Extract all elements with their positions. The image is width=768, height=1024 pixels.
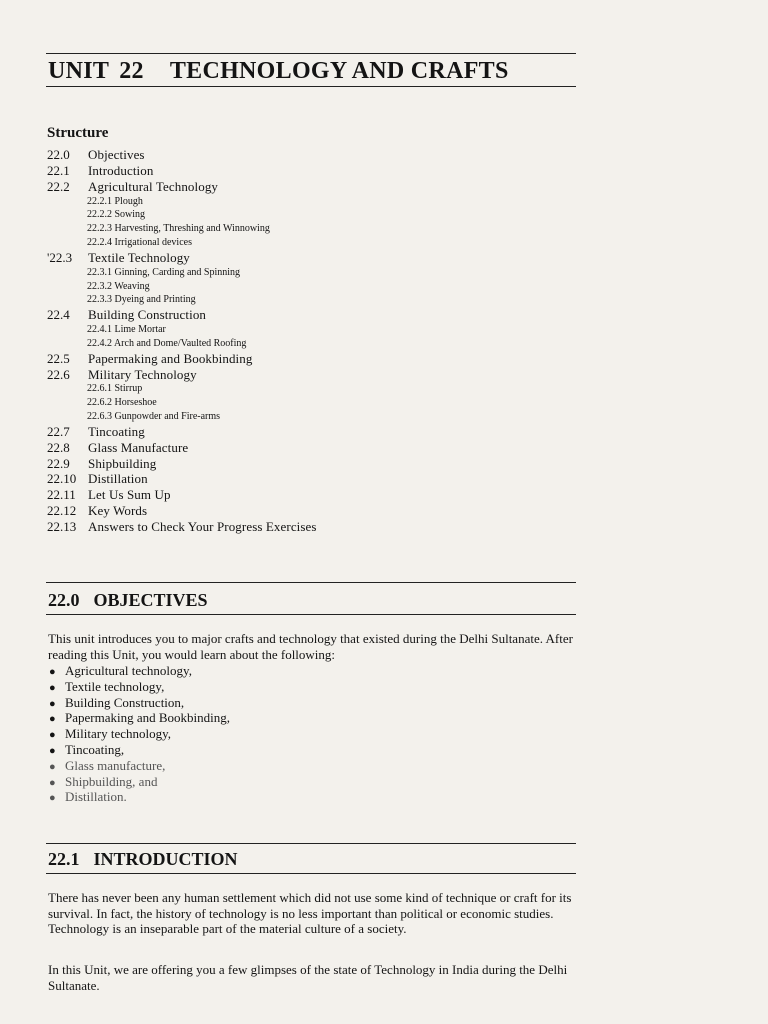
- objectives-bottom-rule: [46, 614, 576, 615]
- title-underline: [46, 86, 576, 87]
- toc-section-number: 22.2: [47, 178, 70, 194]
- objectives-top-rule: [46, 582, 576, 583]
- toc-section: [47, 250, 587, 266]
- introduction-paragraph-1: There has never been any human settlement which did not use some kind of technique or craft for its survival. In fact, the history of technology is no less important than political or economic studies. Technology is an inseparable part of the material culture of a society.: [48, 890, 572, 936]
- objectives-list-text: Agricultural technology,: [65, 663, 192, 678]
- toc-subsection: 22.2.4 Irrigational devices: [87, 237, 192, 249]
- toc-section-title: Distillation: [88, 471, 148, 487]
- toc-section-number: 22.1: [47, 162, 70, 178]
- toc-section-title: Glass Manufacture: [88, 439, 189, 455]
- objectives-list-text: Papermaking and Bookbinding,: [65, 710, 231, 726]
- objectives-list-item: [49, 726, 449, 742]
- structure-heading: Structure: [47, 125, 109, 141]
- toc-subsection: 22.6.2 Horseshoe: [87, 397, 157, 409]
- toc-section: [47, 503, 587, 519]
- objectives-list-text: Tincoating,: [65, 741, 125, 757]
- toc-section-number: 22.11: [47, 487, 76, 503]
- objectives-list-text: Glass manufacture,: [65, 757, 166, 773]
- top-rule: [46, 53, 576, 54]
- toc-section-title: Key Words: [88, 503, 148, 519]
- toc-section-number: 22.7: [47, 423, 70, 439]
- objectives-list-item: [49, 758, 449, 774]
- introduction-top-rule: [46, 843, 576, 844]
- toc-section-number: 22.8: [47, 439, 70, 455]
- table-of-contents: [47, 147, 587, 535]
- toc-section: [47, 487, 587, 503]
- bullet-icon: ●: [49, 792, 56, 805]
- objectives-list-text: Textile technology,: [65, 678, 165, 694]
- toc-section-title: Military Technology: [88, 366, 197, 382]
- objectives-list-item: [49, 774, 449, 790]
- toc-section-title: Shipbuilding: [88, 455, 157, 471]
- objectives-list-text: Building Construction,: [65, 694, 185, 710]
- objectives-intro: This unit introduces you to major crafts and technology that existed during the Delhi Sultanate. After reading this Unit, you would learn about the following:: [48, 631, 573, 662]
- introduction-heading: [48, 849, 238, 870]
- objectives-list-item: [49, 679, 449, 695]
- toc-section-number: 22.4: [47, 307, 70, 323]
- toc-section-number: 22.5: [47, 350, 70, 366]
- objectives-number: 22.0: [48, 590, 80, 610]
- toc-section-number: 22.9: [47, 455, 70, 471]
- objectives-list-text: Military technology,: [65, 726, 172, 742]
- toc-section-title: Let Us Sum Up: [88, 487, 171, 503]
- toc-subsection: 22.6.3 Gunpowder and Fire-arms: [87, 411, 221, 422]
- bullet-icon: ●: [49, 666, 56, 678]
- objectives-list-item: [49, 742, 449, 758]
- bullet-icon: ●: [49, 697, 56, 710]
- toc-subsection: 22.4.1 Lime Mortar: [87, 324, 166, 336]
- objectives-list-text: Shipbuilding, and: [65, 773, 158, 789]
- unit-number: 22: [119, 58, 144, 84]
- objectives-list: [49, 663, 449, 805]
- introduction-paragraph-2: In this Unit, we are offering you a few glimpses of the state of Technology in India during the Delhi Sultanate.: [48, 962, 568, 993]
- bullet-icon: ●: [49, 744, 56, 757]
- bullet-icon: ●: [49, 760, 56, 773]
- toc-section-number: 22.12: [47, 503, 77, 519]
- toc-section: [47, 179, 587, 195]
- toc-section: [47, 163, 587, 179]
- objectives-list-item: [49, 663, 449, 679]
- toc-subsection: 22.2.2 Sowing: [87, 209, 146, 221]
- objectives-list-text: Distillation.: [65, 789, 127, 805]
- toc-section-number: 22.6: [47, 366, 70, 382]
- toc-section: [47, 351, 587, 367]
- toc-section-title: Textile Technology: [88, 249, 190, 265]
- introduction-bottom-rule: [46, 873, 576, 874]
- objectives-list-item: [49, 789, 449, 805]
- bullet-icon: ●: [49, 776, 56, 789]
- toc-section: [47, 424, 587, 440]
- toc-section-number: 22.0: [47, 147, 70, 162]
- toc-subsection: 22.2.3 Harvesting, Threshing and Winnowing: [87, 223, 270, 235]
- toc-section: [47, 519, 587, 535]
- toc-section-title: Papermaking and Bookbinding: [88, 350, 253, 366]
- toc-section-number: 22.13: [47, 519, 77, 535]
- toc-section: [47, 147, 587, 163]
- toc-section-title: Tincoating: [88, 423, 145, 439]
- toc-section: [47, 367, 587, 383]
- toc-section-number: '22.3: [47, 249, 73, 265]
- toc-subsection: 22.3.3 Dyeing and Printing: [87, 294, 196, 306]
- objectives-list-item: [49, 710, 449, 726]
- bullet-icon: ●: [49, 681, 56, 694]
- introduction-number: 22.1: [48, 849, 80, 869]
- toc-subsection: 22.3.1 Ginning, Carding and Spinning: [87, 266, 241, 278]
- toc-section-title: Building Construction: [88, 307, 207, 323]
- objectives-list-item: [49, 695, 449, 711]
- unit-name: TECHNOLOGY AND CRAFTS: [169, 58, 509, 84]
- toc-subsection: 22.2.1 Plough: [87, 195, 143, 207]
- toc-subsection: 22.4.2 Arch and Dome/Vaulted Roofing: [87, 337, 247, 349]
- bullet-icon: ●: [49, 713, 56, 726]
- toc-section-title: Answers to Check Your Progress Exercises: [88, 519, 317, 535]
- unit-title: [48, 58, 509, 85]
- toc-subsection: 22.3.2 Weaving: [87, 280, 150, 292]
- toc-section: [47, 456, 587, 472]
- objectives-title: OBJECTIVES: [93, 590, 208, 610]
- toc-section: [47, 440, 587, 456]
- toc-section: [47, 471, 587, 487]
- bullet-icon: ●: [49, 729, 56, 742]
- introduction-title: INTRODUCTION: [93, 849, 238, 869]
- toc-section-title: Objectives: [88, 147, 145, 162]
- unit-label: UNIT: [48, 58, 110, 84]
- toc-section-number: 22.10: [47, 471, 77, 487]
- toc-subsection: 22.6.1 Stirrup: [87, 383, 143, 395]
- objectives-heading: [48, 590, 208, 611]
- toc-section: [47, 307, 587, 323]
- toc-section-title: Introduction: [88, 162, 154, 178]
- toc-section-title: Agricultural Technology: [88, 178, 219, 194]
